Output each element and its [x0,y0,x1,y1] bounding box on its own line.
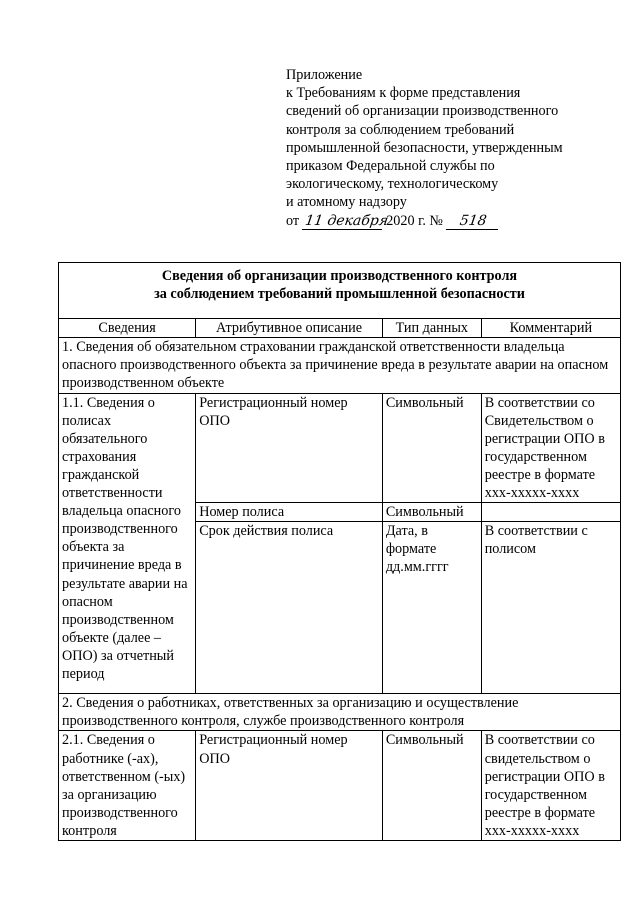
header-line: промышленной безопасности, утвержденным [286,139,563,156]
header-line: сведений об организации производственного [286,103,559,120]
comment-cell [481,503,620,522]
comment-cell: В соответствии со свидетельством о регистрации ОПО в государственном реестре в формате ххх-ххххх-хххх [481,731,620,841]
table-title-line2: за соблюдением требований промышленной безопасности [154,286,525,303]
column-header: Атрибутивное описание [196,319,383,338]
column-header: Сведения [59,319,196,338]
header-line: приказом Федеральной службы по [286,158,495,175]
data-type-cell: Символьный [382,503,481,522]
table-row [59,393,621,503]
appendix-header [286,66,626,230]
year-text: 2020 г. № [386,212,443,229]
comment-cell: В соответствии с полисом [481,522,620,694]
section-heading: 2. Сведения о работниках, ответственных за организацию и осуществление производственного контроля, службе производственного контроля [59,694,621,731]
column-header: Комментарий [481,319,620,338]
attribute-cell: Регистрационный номер ОПО [196,393,383,503]
header-line: к Требованиям к форме представления [286,85,521,102]
header-line: экологическому, технологическому [286,176,499,193]
table-title-line1: Сведения об организации производственного контроля [161,268,518,284]
attribute-cell: Регистрационный номер ОПО [196,731,383,841]
column-header: Тип данных [382,319,481,338]
data-type-cell: Дата, в формате дд.мм.гггг [382,522,481,694]
table-title [59,263,621,319]
table-row [59,731,621,841]
handwritten-order-number: 518 [445,214,499,230]
header-line: и атомному надзору [286,194,407,211]
section-label: 2.1. Сведения о работнике (-ах), ответственном (-ых) за организацию производственного контроля [59,731,196,841]
attribute-cell: Номер полиса [196,503,383,522]
handwritten-date: 11 декабря [302,214,384,230]
section-heading: 1. Сведения об обязательном страховании гражданской ответственности владельца опасного производственного объекта за причинение вреда в результате аварии на опасном производственном объекте [59,338,621,393]
production-control-table [58,262,621,841]
date-prefix: от [286,212,300,229]
column-header-row [59,319,621,338]
section-label: 1.1. Сведения о полисах обязательного страхования гражданской ответственности владельца опасного производственного объекта за причинение вреда в результате аварии на опасном производственном объекте (далее – ОПО) за отчетный период [59,393,196,694]
attribute-cell: Срок действия полиса [196,522,383,694]
data-type-cell: Символьный [382,393,481,503]
header-line: Приложение [286,67,363,83]
order-date-line [286,212,626,230]
data-type-cell: Символьный [382,731,481,841]
header-line: контроля за соблюдением требований [286,121,515,138]
comment-cell: В соответствии со Свидетельством о регистрации ОПО в государственном реестре в формате ххх-ххххх-хххх [481,393,620,503]
